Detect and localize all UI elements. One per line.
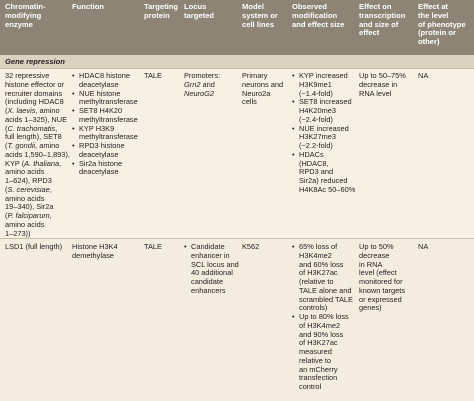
text-line: Up to 50%	[359, 242, 394, 251]
header-targeting-protein	[144, 3, 178, 21]
header-line: Targeting	[144, 2, 179, 11]
header-observed	[292, 3, 344, 29]
header-model	[242, 3, 278, 29]
text-line: neurons and	[242, 79, 284, 89]
text-line: Up to 50–75%	[359, 71, 406, 80]
text-line: relative to	[299, 355, 332, 365]
text-line: acids 1–325), NUE	[5, 114, 68, 124]
text-line: • HDACs	[299, 149, 324, 159]
text-line: • RPD3 histone	[79, 141, 125, 150]
text-line: decrease	[359, 250, 390, 260]
text-line: deacetylase	[79, 79, 119, 89]
bullet-item	[292, 243, 353, 313]
row2-phenotype: NA	[418, 242, 429, 251]
bullet-item	[72, 125, 138, 143]
bullet-item	[292, 72, 355, 98]
text-line: (relative to	[299, 277, 334, 286]
text-line: Neuro2a	[242, 88, 271, 98]
table-header	[0, 0, 474, 55]
text-line: an mCherry	[299, 364, 338, 374]
text-line: • NUE increased	[299, 123, 349, 133]
header-line: Observed	[292, 2, 328, 11]
text-line: in RNA	[359, 259, 383, 269]
header-line: Effect on	[359, 2, 392, 11]
text-line: cells	[242, 97, 257, 107]
row2-function	[72, 243, 118, 261]
text-line: enhancer in	[191, 250, 230, 260]
text-line: RPD3 and	[299, 167, 334, 177]
text-line: (~1.4-fold)	[299, 88, 333, 98]
header-line: Effect at	[418, 2, 448, 11]
header-line: the level	[418, 10, 449, 20]
text-line: genes)	[359, 303, 382, 313]
row1-phenotype: NA	[418, 71, 429, 80]
text-line: deacetylase	[79, 149, 119, 159]
text-line: 19–340), Sir2a	[5, 202, 54, 212]
text-line: methyltransferase	[79, 114, 138, 124]
text-line: known targets	[359, 285, 406, 295]
text-line: methyltransferase	[79, 132, 138, 142]
text-line: acids 1,590–1,893),	[5, 149, 70, 159]
text-line: • Up to 80% loss	[299, 312, 349, 321]
bullet-list	[184, 243, 239, 296]
text-line: 1–273))	[5, 228, 31, 238]
row2-model: K562	[242, 242, 260, 251]
text-line: (T. gondii, amino	[5, 141, 60, 150]
text-line: H4K20me3	[299, 106, 336, 115]
bullet-item	[184, 243, 239, 296]
text-line: amino acids	[5, 193, 45, 203]
header-line: protein	[144, 10, 170, 20]
text-line: • SET8 increased	[299, 97, 352, 107]
section-label: Gene repression	[5, 57, 65, 66]
text-line: recruiter domains	[5, 88, 63, 98]
bullet-item	[72, 90, 138, 108]
bullet-list	[72, 72, 138, 177]
bullet-item	[292, 313, 353, 392]
text-line: and 60% loss	[299, 259, 344, 269]
text-line: • Candidate	[191, 242, 225, 251]
row2-targeting: TALE	[144, 242, 162, 251]
row1-model	[242, 72, 283, 107]
text-line: scrambled TALE	[299, 294, 353, 304]
text-line: • KYP H3K9	[79, 123, 115, 133]
bullet-item	[292, 125, 355, 151]
text-line: of H3K4me2	[299, 320, 341, 330]
text-line: 1–624), RPD3	[5, 176, 52, 185]
header-line: Model	[242, 2, 264, 11]
bullet-list	[292, 243, 353, 392]
header-line: and size of	[359, 19, 399, 29]
header-line: effect	[359, 28, 380, 38]
text-line: (C. trachomatis,	[5, 123, 58, 133]
text-line: • 65% loss of	[299, 242, 338, 251]
text-line: • KYP increased	[299, 71, 348, 80]
text-line: decrease in	[359, 79, 398, 89]
text-line: KYP (A. thaliana,	[5, 158, 62, 168]
row-divider	[0, 238, 474, 239]
bullet-item	[72, 72, 138, 90]
text-line: (HDAC8,	[299, 158, 329, 168]
bullet-item	[292, 98, 355, 124]
row1-transcription	[359, 72, 406, 98]
header-line: Locus	[184, 2, 207, 11]
header-line: targeted	[184, 10, 214, 20]
text-line: Sir2a) reduced	[299, 176, 348, 185]
header-enzyme	[5, 3, 46, 29]
text-line: methyltransferase	[79, 97, 138, 107]
text-line: of H3K27ac	[299, 338, 338, 348]
text-line: • NUE histone	[79, 88, 121, 98]
text-line: Promoters:	[184, 71, 221, 80]
text-line: transfection	[299, 373, 338, 383]
text-line: TALE alone and	[299, 285, 352, 295]
row-divider	[0, 68, 474, 69]
row1-targeting: TALE	[144, 71, 162, 80]
text-line: • HDAC8 histone	[79, 71, 130, 80]
text-line: H3K4me2	[299, 250, 332, 260]
text-line: H3K27me3	[299, 132, 336, 142]
text-line: demethylase	[72, 250, 114, 260]
text-line: Grn2 and	[184, 79, 215, 89]
text-line: histone effector or	[5, 79, 65, 89]
text-line: • Sir2a histone	[79, 158, 123, 168]
text-line: monitored for	[359, 277, 403, 286]
row2-observed	[292, 243, 353, 392]
text-line: measured	[299, 347, 332, 356]
header-line: cell lines	[242, 19, 275, 29]
header-line: Chromatin-	[5, 2, 46, 11]
text-line: full length), SET8	[5, 132, 62, 142]
text-line: • SET8 H4K20	[79, 106, 123, 115]
row1-function	[72, 72, 138, 177]
text-line: (P. falciparum,	[5, 211, 52, 220]
text-line: control	[299, 382, 322, 391]
bullet-item	[72, 142, 138, 160]
text-line: (~2.2-fold)	[299, 141, 333, 150]
text-line: 32 repressive	[5, 71, 50, 80]
bullet-item	[292, 151, 355, 195]
header-line: of phenotype	[418, 19, 466, 29]
header-line: and effect size	[292, 19, 345, 29]
text-line: (X. laevis, amino	[5, 106, 60, 115]
text-line: H4K8Ac 50–60%	[299, 184, 356, 194]
row2-transcription	[359, 243, 405, 313]
text-line: level (effect	[359, 268, 397, 278]
header-locus	[184, 3, 214, 21]
text-line: (~2.4-fold)	[299, 114, 333, 124]
header-line: modification	[292, 10, 338, 20]
text-line: candidate	[191, 277, 224, 286]
header-function	[72, 3, 104, 12]
header-line: system or	[242, 10, 278, 20]
text-line: controls)	[299, 303, 328, 313]
text-line: (S. cerevisiae,	[5, 184, 52, 194]
text-line: (including HDAC8	[5, 97, 64, 107]
row1-observed	[292, 72, 355, 195]
section-gene-repression	[0, 55, 474, 68]
bullet-list	[292, 72, 355, 195]
text-line: NeuroG2	[184, 88, 214, 98]
header-line: enzyme	[5, 19, 33, 29]
text-line: deacetylase	[79, 167, 119, 177]
bullet-item	[72, 160, 138, 178]
text-line: SCL locus and	[191, 259, 239, 269]
text-line: or expressed	[359, 294, 402, 304]
header-line: Function	[72, 2, 105, 11]
text-line: amino acids	[5, 167, 45, 177]
header-line: modifying	[5, 10, 42, 20]
text-line: 40 additional	[191, 268, 233, 278]
bullet-item	[72, 107, 138, 125]
text-line: Primary	[242, 71, 268, 80]
text-line: H3K9me1	[299, 79, 332, 89]
header-phenotype	[418, 3, 466, 47]
text-line: of H3K27ac	[299, 268, 338, 278]
text-line: amino acids	[5, 219, 45, 229]
text-line: and 90% loss	[299, 329, 344, 339]
header-line: transcription	[359, 10, 406, 20]
row2-enzyme: LSD1 (full length)	[5, 242, 63, 251]
text-line: RNA level	[359, 88, 392, 98]
text-line: Histone H3K4	[72, 242, 118, 251]
row1-enzyme	[5, 72, 70, 238]
header-line: (protein or	[418, 28, 456, 38]
row2-locus	[184, 243, 239, 296]
header-line: other)	[418, 37, 440, 47]
header-transcription	[359, 3, 405, 38]
text-line: enhancers	[191, 285, 226, 295]
row1-locus	[184, 72, 220, 98]
